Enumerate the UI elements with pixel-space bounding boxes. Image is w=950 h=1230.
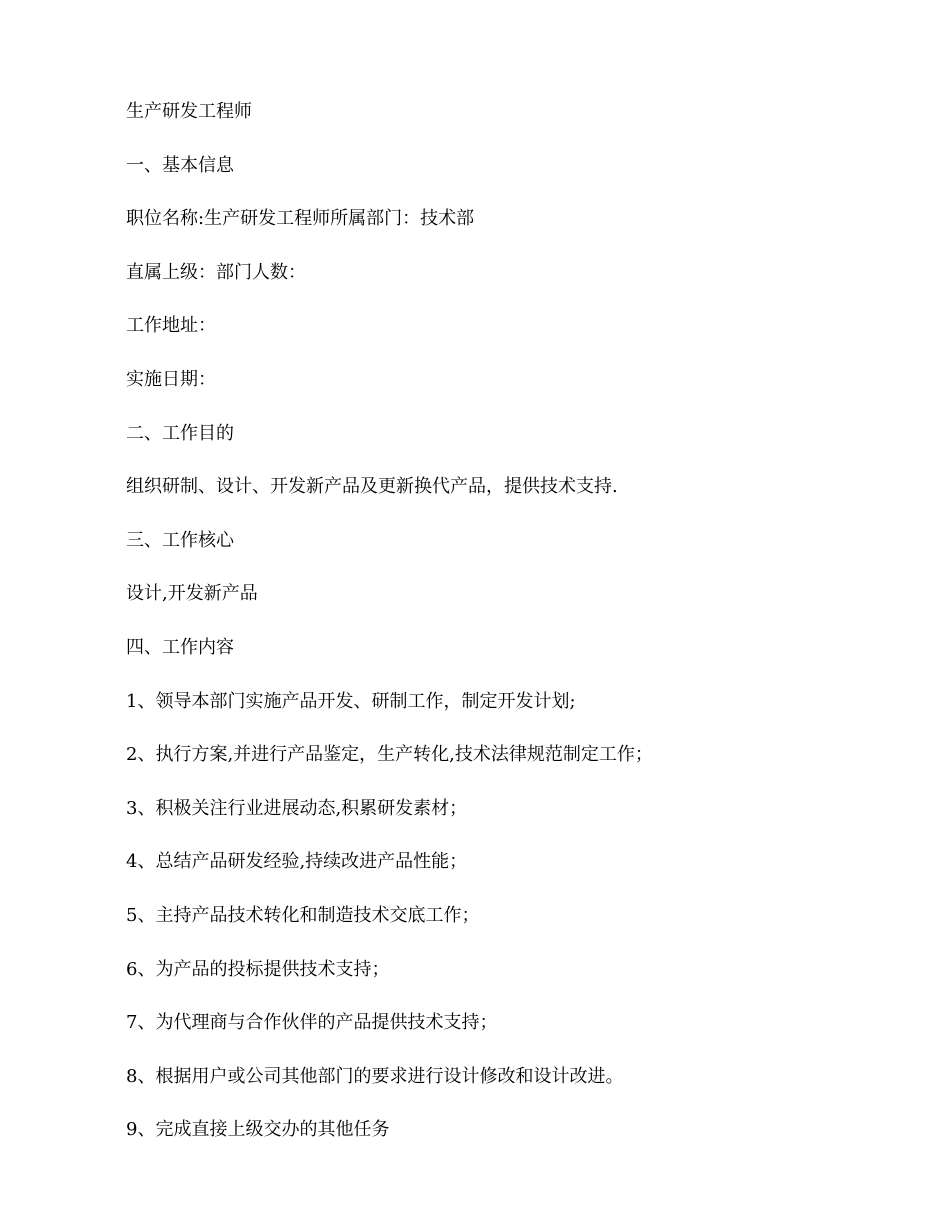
content-item-4: 4、总结产品研发经验,持续改进产品性能； — [126, 851, 468, 873]
section-heading-core: 三、工作核心 — [126, 529, 234, 551]
content-item-9: 9、完成直接上级交办的其他任务 — [126, 1119, 390, 1141]
content-item-8: 8、根据用户或公司其他部门的要求进行设计修改和设计改进。 — [126, 1065, 624, 1087]
section-heading-content: 四、工作内容 — [126, 636, 234, 658]
content-item-7: 7、为代理商与合作伙伴的产品提供技术支持； — [126, 1012, 498, 1034]
section-heading-basic-info: 一、基本信息 — [126, 154, 234, 176]
purpose-text: 组织研制、设计、开发新产品及更新换代产品，提供技术支持. — [126, 476, 618, 498]
core-text: 设计,开发新产品 — [126, 583, 258, 605]
work-location: 工作地址： — [126, 315, 216, 337]
content-item-1: 1、领导本部门实施产品开发、研制工作，制定开发计划; — [126, 690, 576, 712]
document-body — [126, 98, 846, 1170]
content-item-3: 3、积极关注行业进展动态,积累研发素材； — [126, 797, 468, 819]
content-item-5: 5、主持产品技术转化和制造技术交底工作； — [126, 904, 480, 926]
content-item-2: 2、执行方案,并进行产品鉴定，生产转化,技术法律规范制定工作； — [126, 744, 653, 766]
supervisor-and-headcount: 直属上级：部门人数： — [126, 261, 306, 283]
position-and-department: 职位名称:生产研发工程师所属部门：技术部 — [126, 208, 475, 230]
section-heading-purpose: 二、工作目的 — [126, 422, 234, 444]
effective-date: 实施日期： — [126, 368, 216, 390]
document-title: 生产研发工程师 — [126, 101, 252, 122]
content-item-6: 6、为产品的投标提供技术支持； — [126, 958, 390, 980]
